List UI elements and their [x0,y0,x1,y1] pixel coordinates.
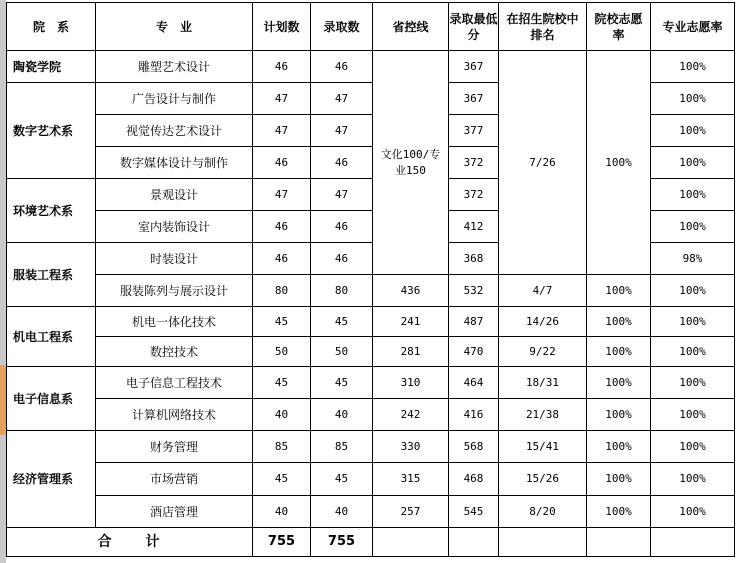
header-rank: 在招生院校中排名 [499,3,587,51]
admission-table [6,2,735,557]
major-rate-cell: 100% [651,463,735,496]
min-score-cell: 367 [449,83,499,115]
major-cell: 景观设计 [96,179,253,211]
college-rate-cell: 100% [587,337,651,367]
total-row [7,528,735,557]
table-row [7,367,735,399]
dept-cell: 陶瓷学院 [7,51,96,83]
major-rate-cell: 100% [651,179,735,211]
table-row [7,496,735,528]
major-rate-cell: 100% [651,83,735,115]
min-score-cell: 368 [449,243,499,275]
table-row [7,51,735,83]
rank-cell: 21/38 [499,399,587,431]
header-min-score: 录取最低分 [449,3,499,51]
min-score-cell: 416 [449,399,499,431]
plan-cell: 45 [253,367,311,399]
header-dept: 院 系 [7,3,96,51]
major-rate-cell: 100% [651,367,735,399]
major-rate-cell: 100% [651,337,735,367]
rank-cell: 15/41 [499,431,587,463]
admitted-cell: 47 [311,115,373,147]
plan-cell: 45 [253,307,311,337]
admitted-cell: 46 [311,147,373,179]
plan-cell: 47 [253,115,311,147]
major-rate-cell: 100% [651,147,735,179]
major-rate-cell: 100% [651,211,735,243]
major-rate-cell: 98% [651,243,735,275]
plan-cell: 47 [253,83,311,115]
dept-cell: 经济管理系 [7,431,96,528]
admitted-cell: 85 [311,431,373,463]
plan-cell: 50 [253,337,311,367]
admitted-cell: 47 [311,83,373,115]
admitted-cell: 45 [311,463,373,496]
empty-cell [651,528,735,557]
header-admitted: 录取数 [311,3,373,51]
total-admitted: 755 [311,528,373,557]
plan-cell: 45 [253,463,311,496]
plan-cell: 46 [253,51,311,83]
college-rate-cell: 100% [587,431,651,463]
rank-cell: 9/22 [499,337,587,367]
college-rate-cell: 100% [587,463,651,496]
table-row [7,431,735,463]
plan-cell: 80 [253,275,311,307]
control-line-merged-cell: 文化100/专业150 [373,51,449,275]
major-rate-cell: 100% [651,307,735,337]
college-rate-cell: 100% [587,496,651,528]
empty-cell [499,528,587,557]
plan-cell: 46 [253,243,311,275]
min-score-cell: 372 [449,179,499,211]
control-line-cell: 242 [373,399,449,431]
major-cell: 财务管理 [96,431,253,463]
min-score-cell: 487 [449,307,499,337]
dept-cell: 电子信息系 [7,367,96,431]
rank-cell: 14/26 [499,307,587,337]
plan-cell: 46 [253,211,311,243]
plan-cell: 85 [253,431,311,463]
table-row [7,275,735,307]
dept-cell: 服装工程系 [7,243,96,307]
admitted-cell: 45 [311,367,373,399]
major-rate-cell: 100% [651,51,735,83]
college-rate-cell: 100% [587,275,651,307]
table-row [7,337,735,367]
min-score-cell: 532 [449,275,499,307]
major-cell: 视觉传达艺术设计 [96,115,253,147]
plan-cell: 46 [253,147,311,179]
header-major-rate: 专业志愿率 [651,3,735,51]
major-cell: 室内装饰设计 [96,211,253,243]
admitted-cell: 50 [311,337,373,367]
college-rate-cell: 100% [587,367,651,399]
min-score-cell: 470 [449,337,499,367]
major-rate-cell: 100% [651,399,735,431]
control-line-cell: 281 [373,337,449,367]
college-rate-cell: 100% [587,307,651,337]
dept-cell: 机电工程系 [7,307,96,367]
control-line-cell: 315 [373,463,449,496]
table-row [7,399,735,431]
empty-cell [587,528,651,557]
rank-cell: 15/26 [499,463,587,496]
major-cell: 时装设计 [96,243,253,275]
rank-cell: 18/31 [499,367,587,399]
college-rate-cell: 100% [587,399,651,431]
admitted-cell: 80 [311,275,373,307]
admitted-cell: 46 [311,211,373,243]
major-rate-cell: 100% [651,115,735,147]
major-cell: 市场营销 [96,463,253,496]
control-line-cell: 330 [373,431,449,463]
admitted-cell: 46 [311,51,373,83]
admitted-cell: 46 [311,243,373,275]
empty-cell [449,528,499,557]
min-score-cell: 377 [449,115,499,147]
major-cell: 数字媒体设计与制作 [96,147,253,179]
total-plan: 755 [253,528,311,557]
major-cell: 机电一体化技术 [96,307,253,337]
plan-cell: 40 [253,496,311,528]
admitted-cell: 40 [311,496,373,528]
header-college-rate: 院校志愿率 [587,3,651,51]
rank-cell: 8/20 [499,496,587,528]
min-score-cell: 545 [449,496,499,528]
header-control-line: 省控线 [373,3,449,51]
dept-cell: 环境艺术系 [7,179,96,243]
dept-cell: 数字艺术系 [7,83,96,179]
major-cell: 服装陈列与展示设计 [96,275,253,307]
min-score-cell: 568 [449,431,499,463]
major-cell: 数控技术 [96,337,253,367]
major-rate-cell: 100% [651,431,735,463]
total-label: 合 计 [7,528,253,557]
admitted-cell: 40 [311,399,373,431]
control-line-cell: 257 [373,496,449,528]
min-score-cell: 367 [449,51,499,83]
major-rate-cell: 100% [651,275,735,307]
plan-cell: 47 [253,179,311,211]
control-line-cell: 241 [373,307,449,337]
header-plan: 计划数 [253,3,311,51]
rank-merged-cell: 7/26 [499,51,587,275]
control-line-cell: 310 [373,367,449,399]
min-score-cell: 468 [449,463,499,496]
table-row [7,463,735,496]
major-cell: 广告设计与制作 [96,83,253,115]
major-cell: 酒店管理 [96,496,253,528]
empty-cell [373,528,449,557]
min-score-cell: 372 [449,147,499,179]
min-score-cell: 412 [449,211,499,243]
header-major: 专 业 [96,3,253,51]
min-score-cell: 464 [449,367,499,399]
control-line-cell: 436 [373,275,449,307]
major-cell: 计算机网络技术 [96,399,253,431]
plan-cell: 40 [253,399,311,431]
admitted-cell: 45 [311,307,373,337]
major-cell: 雕塑艺术设计 [96,51,253,83]
table-row [7,307,735,337]
college-rate-merged-cell: 100% [587,51,651,275]
major-cell: 电子信息工程技术 [96,367,253,399]
rank-cell: 4/7 [499,275,587,307]
header-row [7,3,735,51]
major-rate-cell: 100% [651,496,735,528]
admitted-cell: 47 [311,179,373,211]
